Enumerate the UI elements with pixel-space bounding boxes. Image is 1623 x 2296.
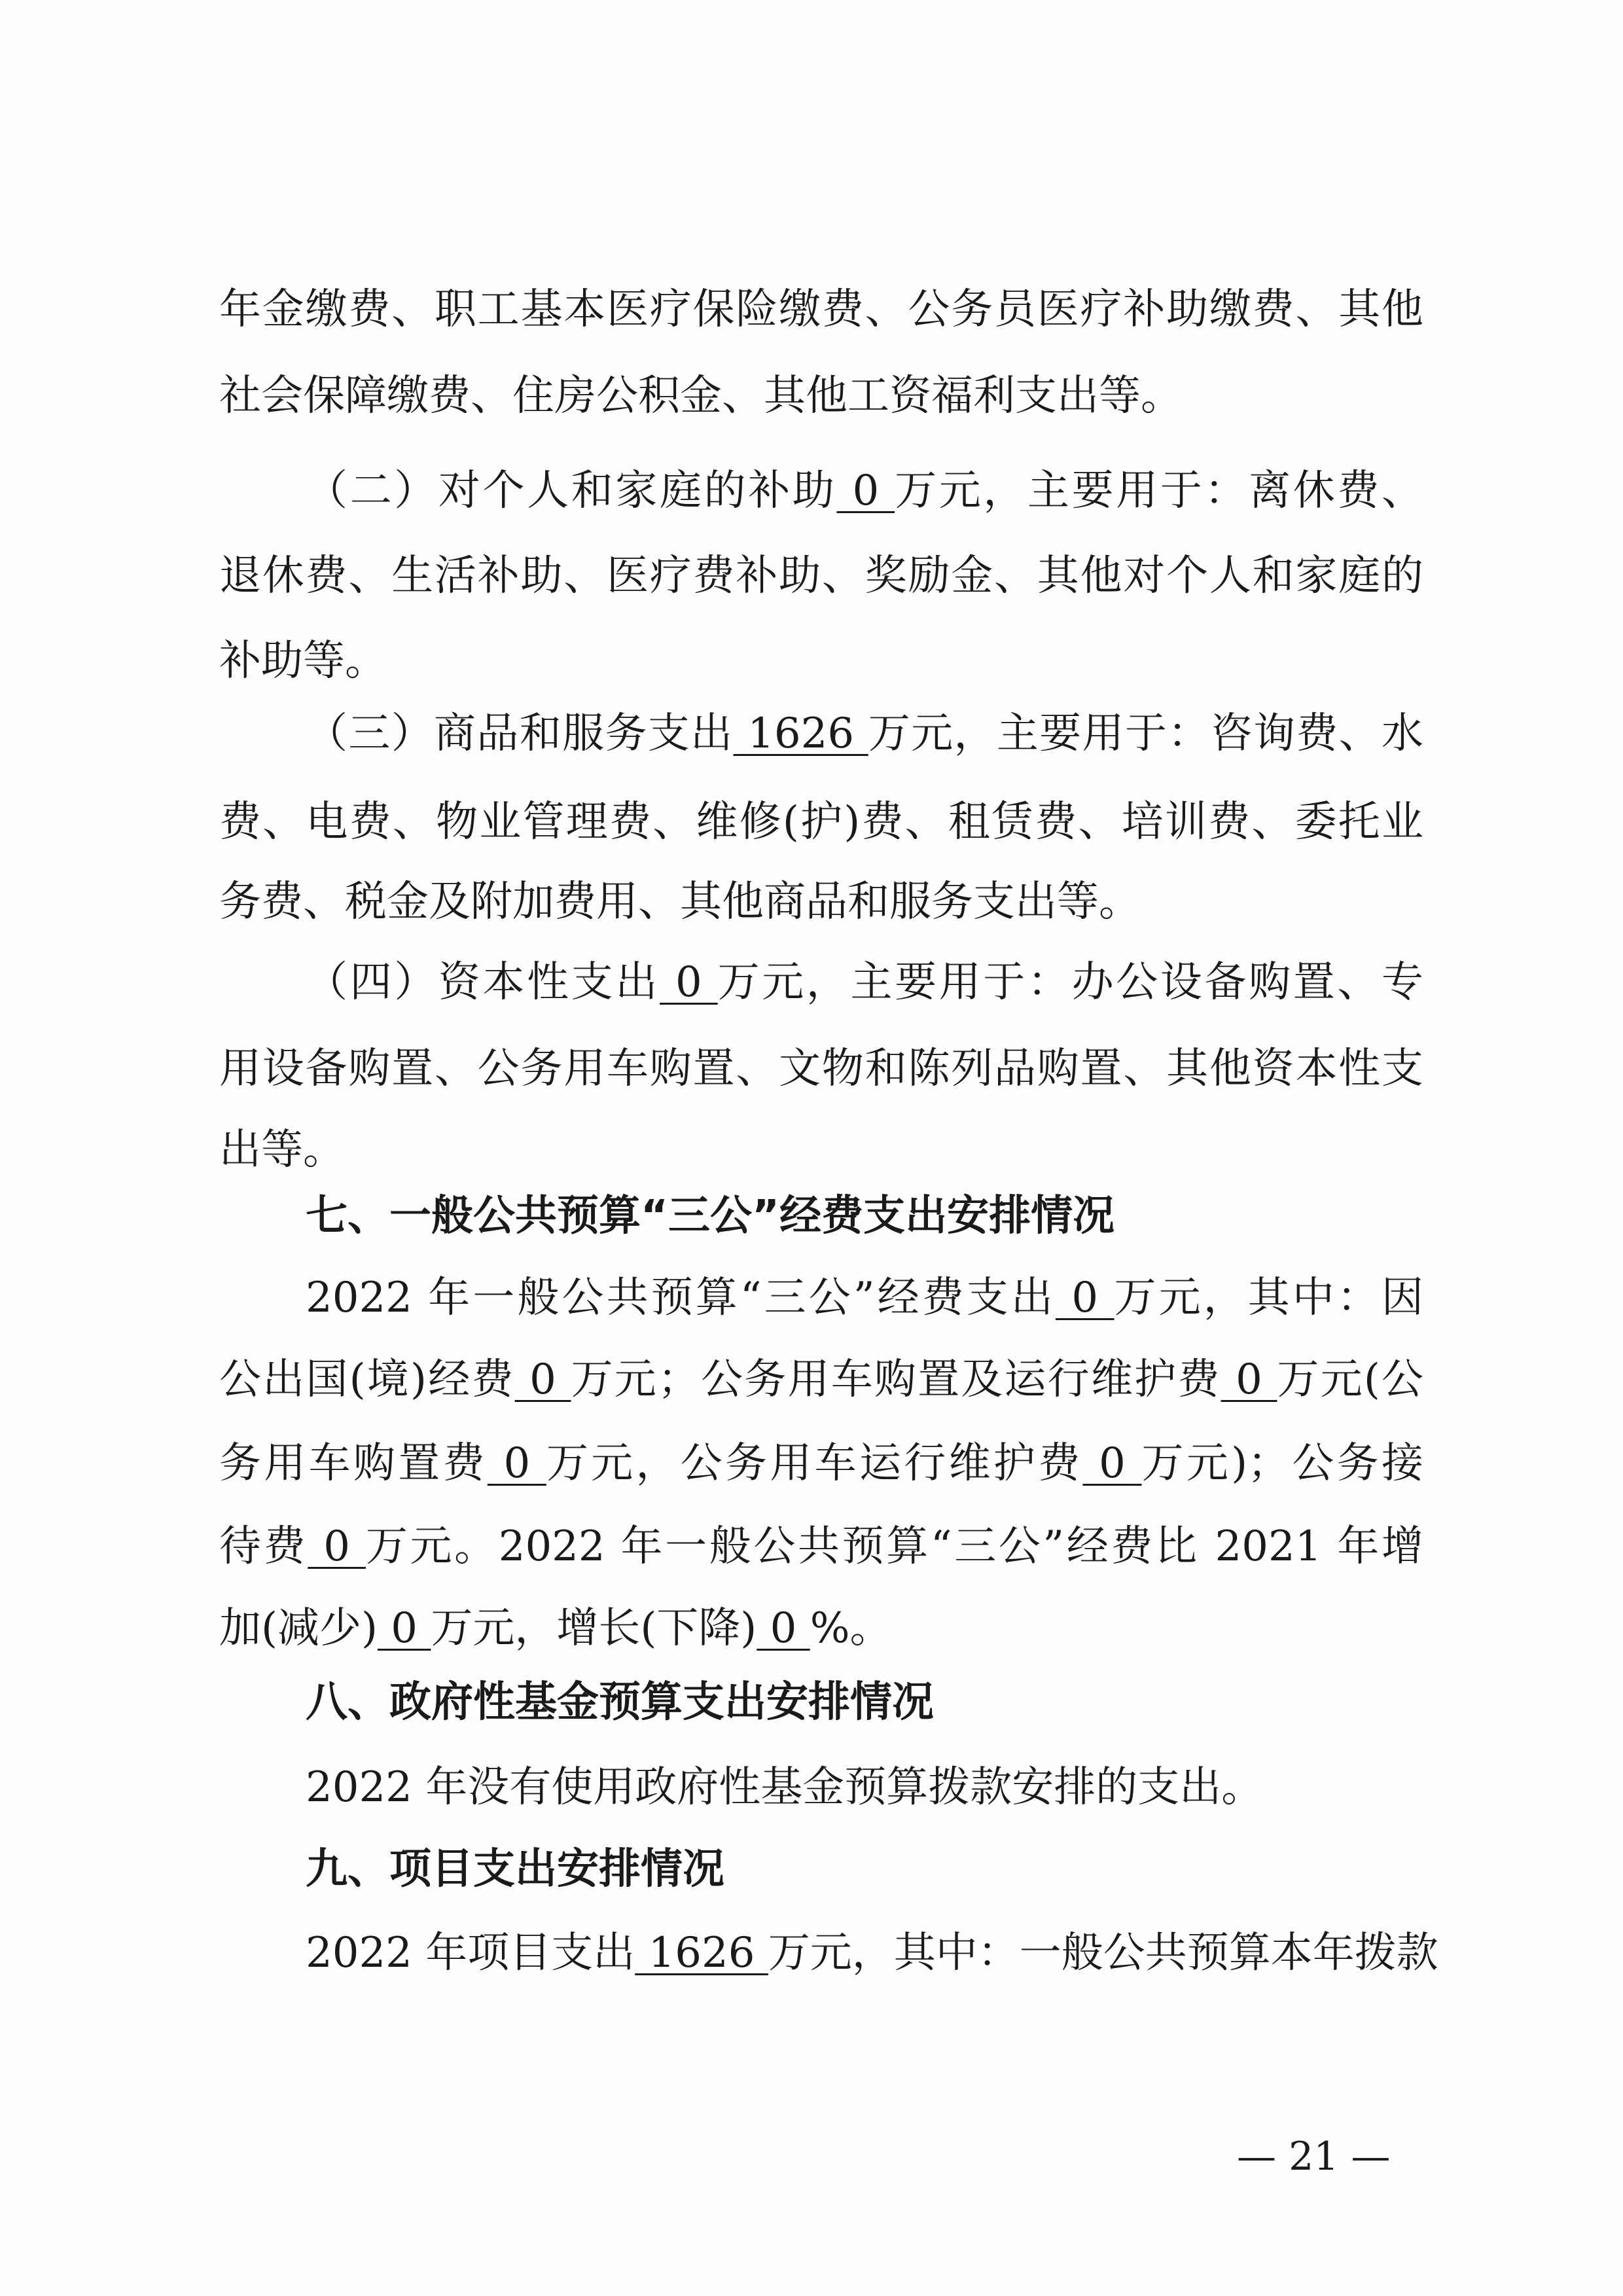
- paragraph-line: [219, 1432, 1423, 1495]
- paragraph-line: [219, 1515, 1423, 1578]
- text-segment: 万元，其中：因: [1114, 1274, 1424, 1322]
- text-segment: 加(减少): [219, 1604, 378, 1653]
- text-segment: 待费: [219, 1522, 308, 1571]
- text-segment: （四）资本性支出: [306, 958, 660, 1007]
- text-segment: 万元，其中：一般公共预算本年拨款: [768, 1929, 1438, 1977]
- amount-value: 0: [1055, 1274, 1115, 1322]
- amount-value: 0: [757, 1604, 810, 1653]
- paragraph-line: 用设备购置、公务用车购置、文物和陈列品购置、其他资本性支: [219, 1045, 1423, 1093]
- text-segment: 万元，主要用于：离休费、: [895, 467, 1424, 515]
- paragraph-line: 年金缴费、职工基本医疗保险缴费、公务员医疗补助缴费、其他: [219, 285, 1423, 334]
- section-heading: 七、一般公共预算“三公”经费支出安排情况: [306, 1192, 1115, 1240]
- text-segment: 万元)；公务接: [1141, 1439, 1424, 1488]
- paragraph-line: 退休费、生活补助、医疗费补助、奖励金、其他对个人和家庭的: [219, 552, 1423, 600]
- text-segment: （二）对个人和家庭的补助: [306, 467, 837, 515]
- section-heading: 九、项目支出安排情况: [306, 1845, 724, 1893]
- paragraph-line: 2022 年没有使用政府性基金预算拨款安排的支出。: [306, 1763, 1264, 1812]
- section-heading: 八、政府性基金预算支出安排情况: [306, 1678, 934, 1727]
- paragraph-line: 出等。: [219, 1126, 345, 1174]
- text-segment: 万元，增长(下降): [431, 1604, 757, 1653]
- text-segment: 万元，主要用于：办公设备购置、专: [717, 958, 1424, 1007]
- amount-value: 0: [487, 1439, 546, 1488]
- amount-value: 0: [1082, 1439, 1142, 1488]
- paragraph-line: [219, 1266, 1423, 1329]
- text-segment: 2022 年项目支出: [306, 1929, 635, 1977]
- amount-value: 0: [308, 1522, 366, 1571]
- text-segment: 万元。2022 年一般公共预算“三公”经费比 2021 年增: [365, 1522, 1424, 1571]
- paragraph-line: [219, 1597, 1423, 1660]
- text-segment: 万元；公务用车购置及运行维护费: [571, 1355, 1221, 1404]
- text-segment: （三）商品和服务支出: [306, 709, 734, 758]
- amount-value: 1626: [733, 709, 868, 758]
- page-number: — 21 —: [1237, 2134, 1391, 2179]
- amount-value: 0: [836, 467, 895, 515]
- paragraph-line: [219, 702, 1423, 765]
- paragraph-line: 费、电费、物业管理费、维修(护)费、租赁费、培训费、委托业: [219, 798, 1423, 846]
- amount-value: 1626: [635, 1929, 768, 1977]
- paragraph-line: 补助等。: [219, 637, 387, 685]
- text-segment: 2022 年一般公共预算“三公”经费支出: [306, 1274, 1056, 1322]
- amount-value: 0: [1221, 1355, 1277, 1404]
- text-segment: %。: [810, 1604, 892, 1653]
- paragraph-line: [219, 1922, 1438, 1984]
- text-segment: 公出国(境)经费: [219, 1355, 515, 1404]
- paragraph-line: [219, 459, 1423, 522]
- amount-value: 0: [514, 1355, 571, 1404]
- text-segment: 万元(公: [1277, 1355, 1424, 1404]
- amount-value: 0: [660, 958, 718, 1007]
- amount-value: 0: [377, 1604, 431, 1653]
- paragraph-line: [219, 1348, 1423, 1411]
- text-segment: 务用车购置费: [219, 1439, 488, 1488]
- text-segment: 万元，公务用车运行维护费: [546, 1439, 1083, 1488]
- text-segment: 万元，主要用于：咨询费、水: [868, 709, 1423, 758]
- paragraph-line: 务费、税金及附加费用、其他商品和服务支出等。: [219, 878, 1141, 926]
- paragraph-line: [219, 951, 1423, 1014]
- paragraph-line: 社会保障缴费、住房公积金、其他工资福利支出等。: [219, 372, 1183, 420]
